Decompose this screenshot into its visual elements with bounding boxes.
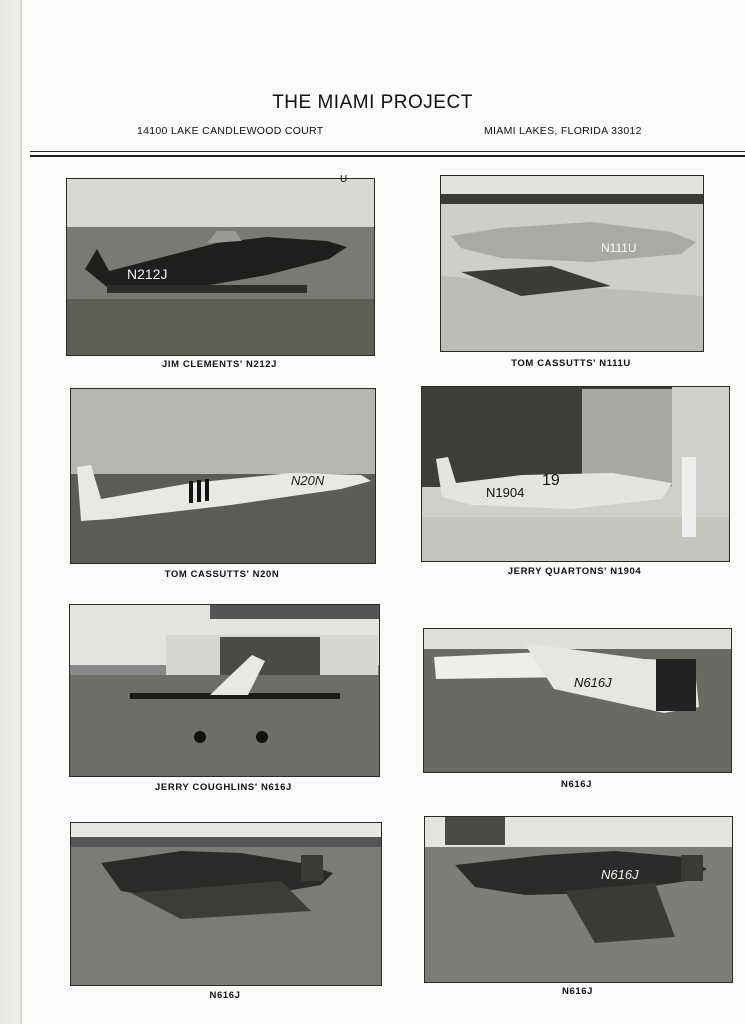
page-title: THE MIAMI PROJECT (272, 92, 473, 113)
registration-text: N20N (291, 473, 325, 488)
header-rule-thin (30, 151, 745, 152)
airplane-photo (425, 817, 732, 982)
photo-n616j-side-left (70, 822, 382, 986)
registration-text: N212J (127, 266, 168, 282)
photo-n616j-rear (423, 628, 732, 773)
photo-caption: N616J (562, 986, 593, 997)
header-rule-thick (30, 155, 745, 157)
photo-n1904 (421, 386, 730, 562)
photo-caption: N616J (561, 779, 592, 790)
photo-caption: TOM CASSUTTS' N20N (164, 569, 280, 580)
photo-n212j (66, 178, 375, 356)
address-street: 14100 LAKE CANDLEWOOD COURT (137, 125, 324, 137)
airplane-photo (71, 823, 381, 985)
photo-caption: JERRY COUGHLINS' N616J (155, 782, 292, 793)
registration-text: N616J (574, 675, 612, 690)
airplane-photo (441, 176, 703, 351)
registration-text: N111U (601, 241, 637, 255)
registration-text: N616J (601, 867, 639, 882)
airplane-photo (422, 387, 729, 561)
photo-n616j-side-right (424, 816, 733, 983)
corner-mark: U (340, 174, 348, 185)
airplane-photo (70, 605, 379, 776)
photo-n616j-front (69, 604, 380, 777)
airplane-photo (71, 389, 375, 563)
photo-caption: N616J (209, 990, 241, 1001)
address-city: MIAMI LAKES, FLORIDA 33012 (484, 125, 642, 137)
page-edge-shadow (0, 0, 22, 1024)
photo-n111u (440, 175, 704, 352)
airplane-photo (424, 629, 731, 772)
registration-text: N1904 (486, 485, 525, 500)
photo-caption: JERRY QUARTONS' N1904 (507, 566, 642, 577)
airplane-photo (67, 179, 374, 355)
photo-caption: TOM CASSUTTS' N111U (511, 358, 631, 369)
race-number: 19 (542, 472, 560, 489)
photo-n20n (70, 388, 376, 564)
photo-caption: JIM CLEMENTS' N212J (161, 359, 278, 370)
